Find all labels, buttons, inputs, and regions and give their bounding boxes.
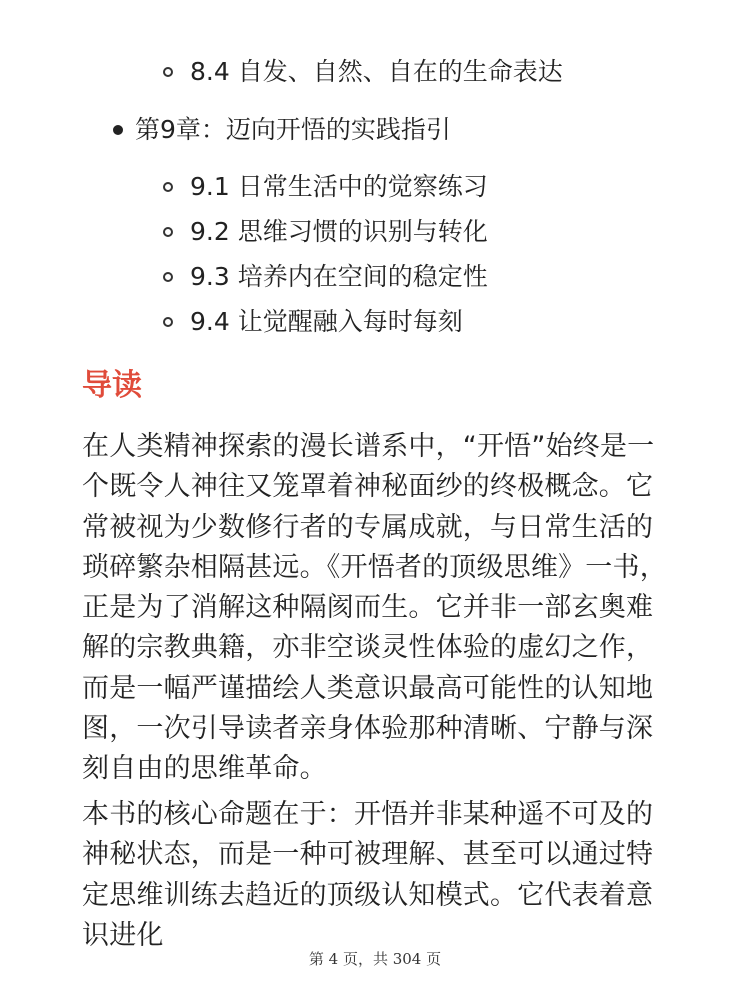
toc-item-9-1[interactable]: 9.1 日常生活中的觉察练习 <box>190 172 488 201</box>
section-title-intro: 导读 <box>82 368 142 403</box>
toc-chapter-9[interactable]: 第9章：迈向开悟的实践指引 <box>135 115 451 144</box>
circle-bullet-icon <box>163 227 173 237</box>
disc-bullet-icon <box>113 125 123 135</box>
toc-item-9-2[interactable]: 9.2 思维习惯的识别与转化 <box>190 217 488 246</box>
circle-bullet-icon <box>163 182 173 192</box>
toc-item-9-3[interactable]: 9.3 培养内在空间的稳定性 <box>190 262 488 291</box>
intro-paragraph-2: 本书的核心命题在于：开悟并非某种遥不可及的神秘状态，而是一种可被理解、甚至可以通过特定思维训练去趋近的顶级认知模式。它代表着意识进化 <box>82 799 654 951</box>
toc-item-8-4[interactable]: 8.4 自发、自然、自在的生命表达 <box>190 57 563 86</box>
circle-bullet-icon <box>163 272 173 282</box>
circle-bullet-icon <box>163 317 173 327</box>
intro-paragraph-1: 在人类精神探索的漫长谱系中，“开悟”始终是一个既令人神往又笼罩着神秘面纱的终极概念。它常被视为少数修行者的专属成就，与日常生活的琐碎繁杂相隔甚远。《开悟者的顶级思维》一书，正是为了消解这种隔阂而生。它并非一部玄奥难解的宗教典籍，亦非空谈灵性体验的虚幻之作，而是一幅严谨描绘人类意识最高可能性的认知地图，一次引导读者亲身体验那种清晰、宁静与深刻自由的思维革命。 <box>82 431 667 785</box>
page-number-footer: 第 4 页，共 304 页 <box>308 950 442 968</box>
toc-item-9-4[interactable]: 9.4 让觉醒融入每时每刻 <box>190 307 463 336</box>
circle-bullet-icon <box>163 67 173 77</box>
